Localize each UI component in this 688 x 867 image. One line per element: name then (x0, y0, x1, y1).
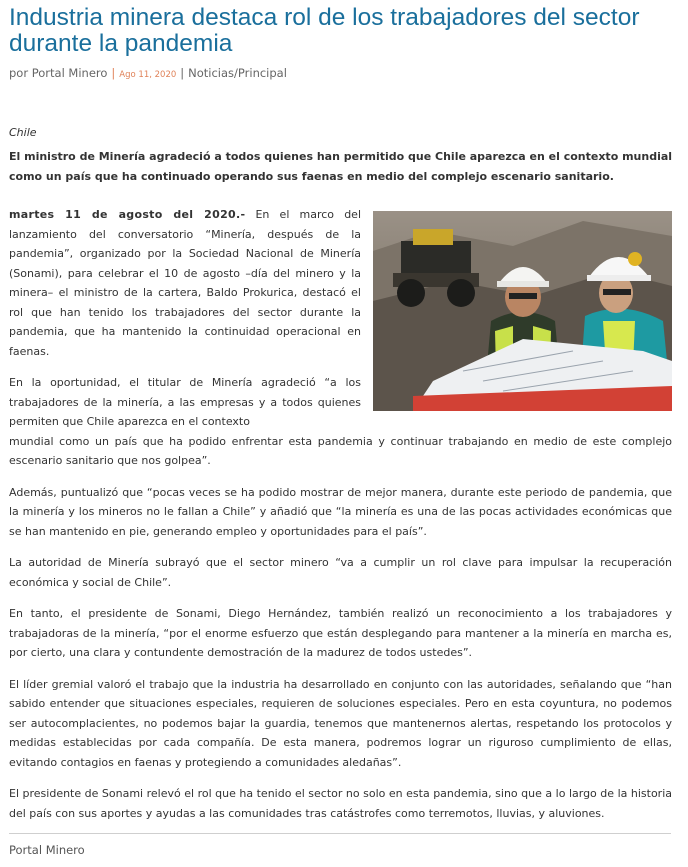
article-location: Chile (9, 126, 37, 139)
paragraph-2-full: mundial como un país que ha podido enfrentar esta pandemia y continuar trabajando en medio de este complejo escenario sanitario que nos golpea”. (9, 434, 672, 467)
category-link[interactable]: Noticias/Principal (188, 66, 287, 80)
paragraph-7: El presidente de Sonami relevó el rol que ha tenido el sector no solo en esta pandemia, sino que a lo largo de la historia del país con sus aportes y ayudas a las comunidades tras catástrofes como terremotos, lluvias, y aluviones. (9, 787, 672, 820)
article-meta (9, 66, 287, 80)
paragraph-6: El líder gremial valoró el trabajo que la industria ha desarrollado en conjunto con las autoridades, señalando que “han sabido entender que situaciones especiales, requieren de soluciones especiales. Pero en esta coyuntura, no podemos ser autocomplacientes, no podemos bajar la guardia, tenemos que mantenernos alertas, respetando los protocolos y medidas establecidas por cada compañía. De esta manera, podremos lograr un riguroso cumplimiento de ellas, evitando contagios en faenas y protegiendo a comunidades aledañas”. (9, 677, 672, 769)
paragraph-3: Además, puntualizó que “pocas veces se ha podido mostrar de mejor manera, durante este periodo de pandemia, que la minería y los mineros no le fallan a Chile” y añadió que “la minería es una de las pocas actividades económicas que se han mantenido en pie, generando empleo y oportunidades para el país”. (9, 485, 672, 538)
dateline: martes 11 de agosto del 2020.- (9, 208, 246, 221)
meta-separator: | (180, 66, 185, 80)
article-body (9, 205, 672, 835)
paragraph-2-wrap: En la oportunidad, el titular de Minería agradeció “a los trabajadores de la minería, a las empresas y a todos quienes permiten que Chile aparezca en el contexto (9, 376, 361, 428)
footer-divider (9, 833, 671, 834)
paragraph-1-text: En el marco del lanzamiento del conversatorio “Minería, después de la pandemia”, organizado por la Sociedad Nacional de Minería (Sonami), para celebrar el 10 de agosto –día del minero y la minera– el ministro de la cartera, Baldo Prokurica, destacó el rol que han tenido los trabajadores del sector durante la pandemia, que ha mantenido la continuidad operacional en faenas. (9, 208, 361, 358)
article-source: Portal Minero (9, 843, 85, 857)
paragraph-4: La autoridad de Minería subrayó que el sector minero “va a cumplir un rol clave para impulsar la recuperación económica y social de Chile”. (9, 556, 672, 589)
article-title: Industria minera destaca rol de los trabajadores del sector durante la pandemia (9, 4, 640, 57)
publish-date: Ago 11, 2020 (119, 70, 177, 80)
paragraph-1 (9, 205, 361, 361)
article-lead: El ministro de Minería agradeció a todos quienes han permitido que Chile aparezca en el contexto mundial como un país que ha continuado operando sus faenas en medio del complejo escenario sanitario. (9, 150, 673, 183)
meta-separator: | (111, 66, 116, 80)
paragraph-2 (9, 373, 672, 471)
author-link[interactable]: por Portal Minero (9, 66, 108, 80)
paragraph-5: En tanto, el presidente de Sonami, Diego Hernández, también realizó un reconocimiento a los trabajadores y trabajadoras de la minería, “por el enorme esfuerzo que están desplegando para mantener a la minería en marcha es, por cierto, una clara y contundente demostración de la madurez de todos ustedes”. (9, 607, 672, 659)
